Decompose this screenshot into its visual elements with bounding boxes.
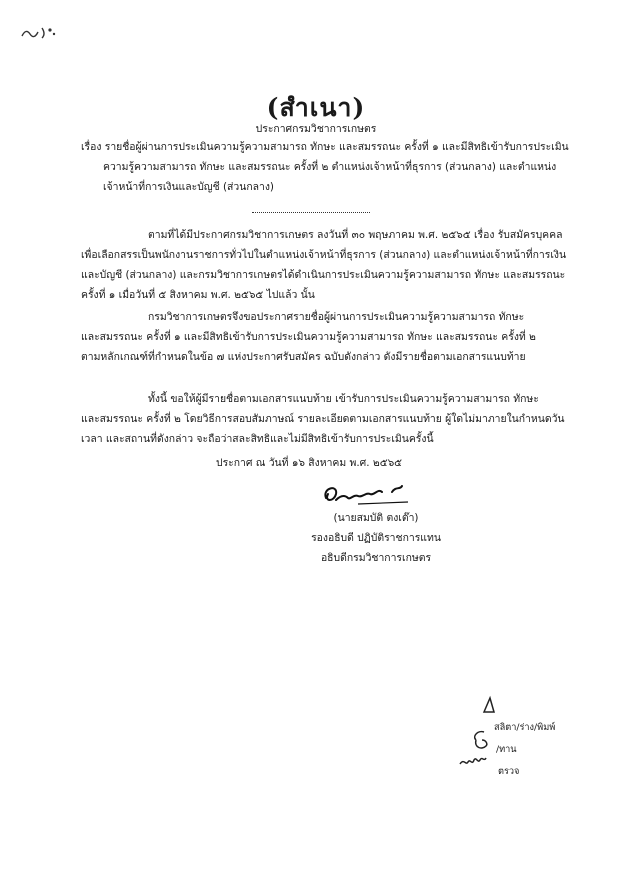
subject-line: ความรู้ความสามารถ ทักษะ และสมรรถนะ ครั้งที่ ๒ ตำแหน่งเจ้าหน้าที่ธุรการ (ส่วนกลาง) และตำแหน่ง bbox=[103, 161, 557, 173]
paragraph-line: และบัญชี (ส่วนกลาง) และกรมวิชาการเกษตรได้ดำเนินการประเมินความรู้ความสามารถ ทักษะ และสมรรถนะ bbox=[81, 269, 566, 281]
handwritten-signature bbox=[318, 478, 418, 512]
signer-position: รองอธิบดี ปฏิบัติราชการแทน bbox=[311, 532, 441, 544]
staff-typed-label: สลิตา/ร่าง/พิมพ์ bbox=[494, 722, 556, 733]
corner-scribble-mark bbox=[20, 22, 60, 42]
paragraph-line: ตามหลักเกณฑ์ที่กำหนดในข้อ ๗ แห่งประกาศรับสมัคร ฉบับดังกล่าว ดังมีรายชื่อตามเอกสารแนบท้าย bbox=[81, 351, 526, 363]
staff-checked-label: ตรวจ bbox=[498, 766, 520, 777]
initial-mark-typed bbox=[454, 688, 594, 788]
paragraph-line: ตามที่ได้มีประกาศกรมวิชาการเกษตร ลงวันที่ ๓๐ พฤษภาคม พ.ศ. ๒๕๖๕ เรื่อง รับสมัครบุคคล bbox=[148, 229, 563, 241]
paragraph-line: ครั้งที่ ๑ เมื่อวันที่ ๕ สิงหาคม พ.ศ. ๒๕๖๕ ไปแล้ว นั้น bbox=[81, 289, 315, 301]
subject-block bbox=[81, 137, 569, 197]
paragraph-line: เวลา และสถานที่ดังกล่าว จะถือว่าสละสิทธิและไม่มีสิทธิเข้ารับการประเมินครั้งนี้ bbox=[81, 433, 434, 445]
announcement-date: ประกาศ ณ วันที่ ๑๖ สิงหาคม พ.ศ. ๒๕๖๕ bbox=[216, 457, 403, 469]
signer-name: (นายสมบัติ ตงเต๊า) bbox=[333, 512, 419, 524]
paragraph-background bbox=[81, 225, 567, 305]
paragraph-line: กรมวิชาการเกษตรจึงขอประกาศรายชื่อผู้ผ่านการประเมินความรู้ความสามารถ ทักษะ bbox=[148, 311, 525, 323]
paragraph-line: และสมรรถนะ ครั้งที่ ๑ และมีสิทธิเข้ารับการประเมินความรู้ความสามารถ ทักษะ และสมรรถนะ ครั้งที่ ๒ bbox=[81, 331, 536, 343]
dotted-separator bbox=[252, 212, 370, 213]
signer-position: อธิบดีกรมวิชาการเกษตร bbox=[320, 552, 432, 564]
paragraph-announcement bbox=[81, 307, 561, 367]
subject-line: เรื่อง รายชื่อผู้ผ่านการประเมินความรู้ความสามารถ ทักษะ และสมรรถนะ ครั้งที่ ๑ และมีสิทธิเข้ารับการประเมิน bbox=[81, 141, 569, 153]
paragraph-line: เพื่อเลือกสรรเป็นพนักงานราชการทั่วไปในตำแหน่งเจ้าหน้าที่ธุรการ (ส่วนกลาง) และตำแหน่งเจ้าหน้าที่การเงิน bbox=[81, 249, 567, 261]
copy-stamp: (สำเนา) bbox=[266, 93, 366, 122]
paragraph-line: ทั้งนี้ ขอให้ผู้มีรายชื่อตามเอกสารแนบท้าย เข้ารับการประเมินความรู้ความสามารถ ทักษะ bbox=[148, 393, 539, 405]
signer-block bbox=[0, 508, 632, 568]
subject-line: เจ้าหน้าที่การเงินและบัญชี (ส่วนกลาง) bbox=[103, 181, 274, 193]
paragraph-instructions bbox=[81, 389, 565, 449]
staff-initials-block bbox=[454, 688, 594, 788]
staff-reviewed-label: /ทาน bbox=[496, 744, 517, 755]
paragraph-line: และสมรรถนะ ครั้งที่ ๒ โดยวิธีการสอบสัมภาษณ์ รายละเอียดตามเอกสารแนบท้าย ผู้ใดไม่มาภายในกำหนดวัน bbox=[81, 413, 565, 425]
announcement-heading: ประกาศกรมวิชาการเกษตร bbox=[255, 123, 377, 135]
